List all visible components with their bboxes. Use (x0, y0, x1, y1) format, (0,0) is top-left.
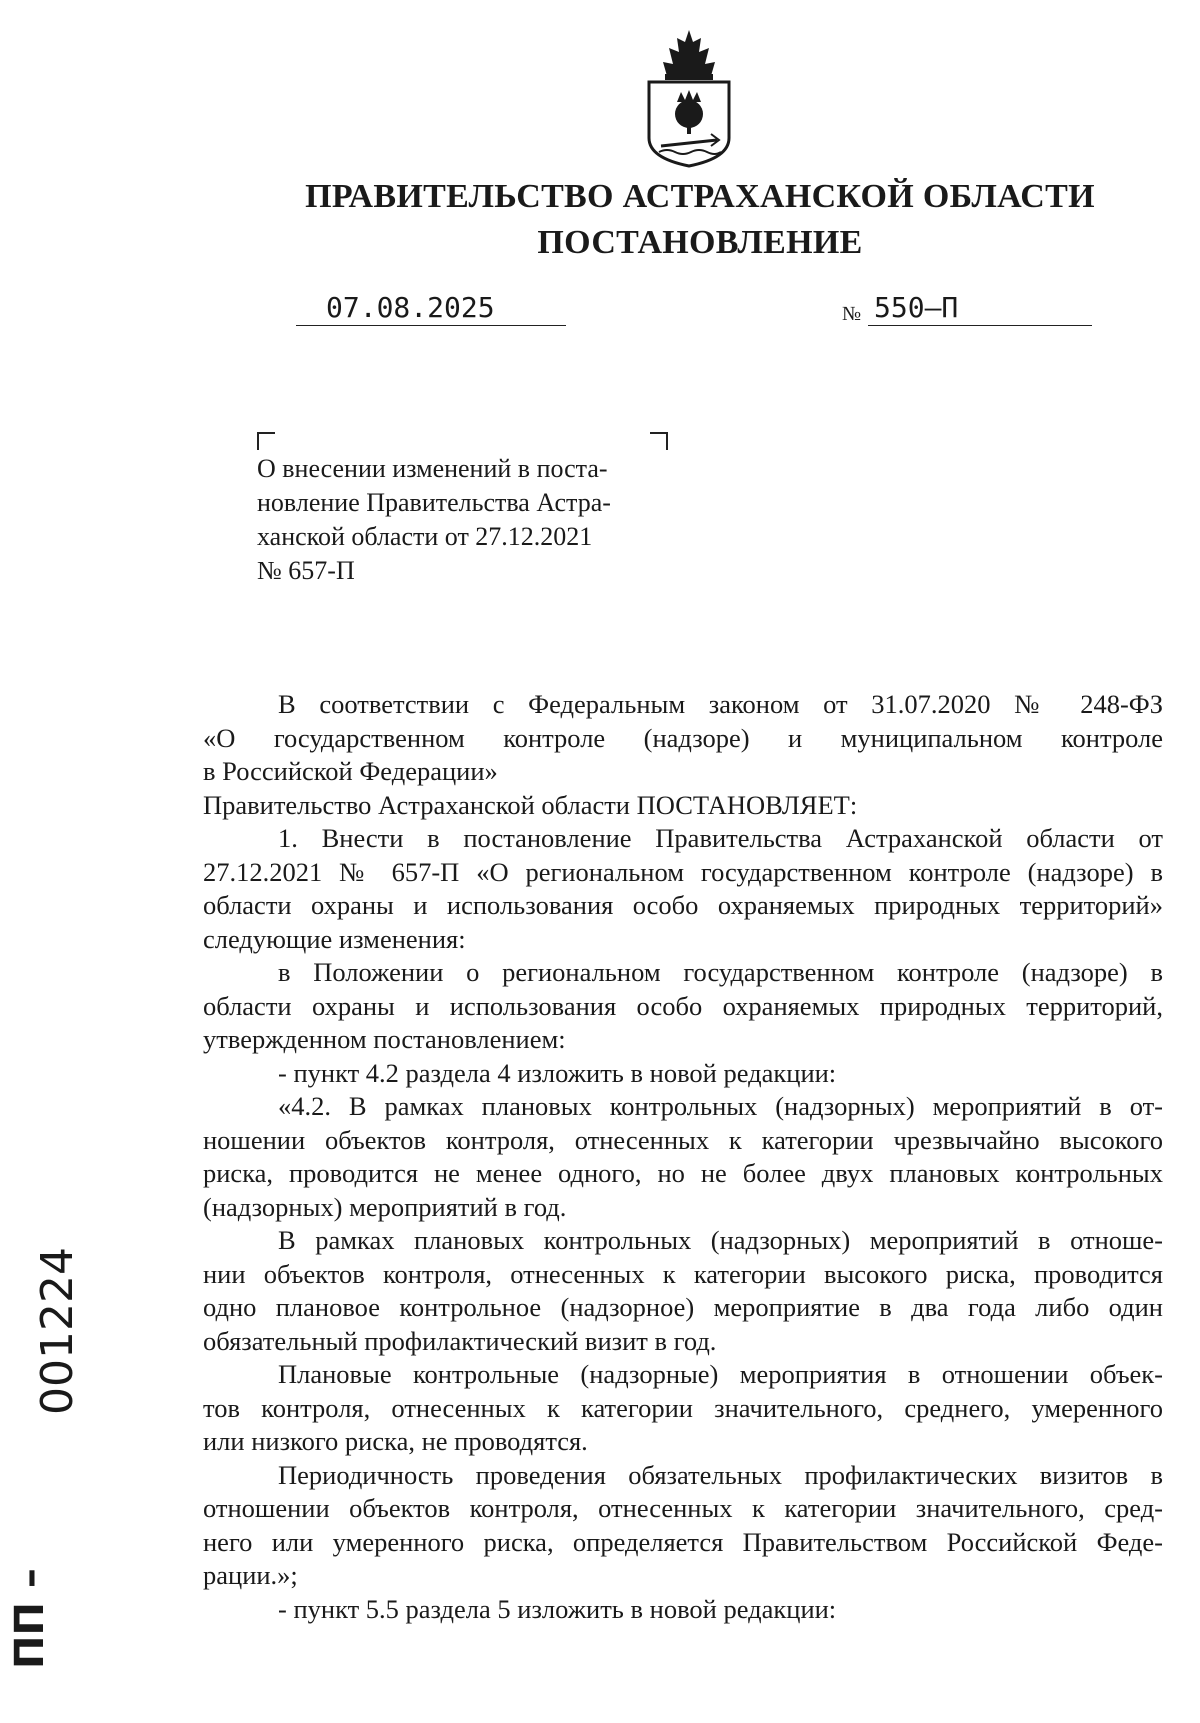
document-date: 07.08.2025 (296, 291, 566, 326)
body-line: - пункт 4.2 раздела 4 изложить в новой редакции: (278, 1057, 837, 1088)
body-line: Периодичность проведения обязательных профилактических визитов в (278, 1459, 1163, 1490)
subject-line: № 657-П (257, 556, 355, 585)
subject-line: О внесении изменений в поста- (257, 454, 608, 483)
body-line: Плановые контрольные (надзорные) мероприятия в отношении объек- (278, 1359, 1163, 1389)
body-line: следующие изменения: (203, 923, 466, 954)
subject-bracket-left (257, 432, 275, 450)
organization-name: ПРАВИТЕЛЬСТВО АСТРАХАНСКОЙ ОБЛАСТИ (305, 178, 1095, 215)
document-number: 550–П (868, 291, 1092, 326)
body-line: «4.2. В рамках плановых контрольных (надзорных) мероприятий в от- (278, 1091, 1163, 1121)
body-line: ношении объектов контроля, отнесенных к категории чрезвычайно высокого (203, 1124, 1163, 1155)
subject-line: новление Правительства Астра- (257, 488, 611, 517)
body-line: утвержденном постановлением: (203, 1024, 566, 1054)
body-line: или низкого риска, не проводятся. (203, 1426, 588, 1456)
body-line: обязательный профилактический визит в год. (203, 1325, 717, 1356)
body-line: рации.»; (203, 1560, 298, 1590)
body-line: области охраны и использования особо охраняемых природных территорий» (203, 890, 1163, 920)
coat-of-arms-icon (641, 28, 737, 168)
body-line: Правительство Астраханской области ПОСТАНОВЛЯЕТ: (203, 789, 858, 820)
number-label: № (842, 303, 862, 325)
document-header (0, 174, 1200, 266)
body-line: нии объектов контроля, отнесенных к категории высокого риска, проводится (203, 1258, 1163, 1289)
body-line: одно плановое контрольное (надзорное) мероприятие в два года либо один (203, 1292, 1163, 1322)
body-line: (надзорных) мероприятий в год. (203, 1191, 567, 1222)
body-line: отношении объектов контроля, отнесенных к категории значительного, сред- (203, 1493, 1163, 1523)
subject-line: ханской области от 27.12.2021 (257, 522, 593, 551)
body-line: в Положении о региональном государственном контроле (надзоре) в (278, 957, 1163, 987)
subject-bracket-right (650, 432, 668, 450)
body-line: области охраны и использования особо охраняемых природных территорий, (203, 990, 1163, 1021)
body-line: 1. Внести в постановление Правительства Астраханской области от (278, 823, 1163, 853)
body-line: тов контроля, отнесенных к категории значительного, среднего, умеренного (203, 1392, 1163, 1423)
margin-stamp-prefix: ПП – (7, 1568, 53, 1669)
document-body (203, 688, 1163, 1626)
body-line: «О государственном контроле (надзоре) и муниципальном контроле (203, 722, 1163, 753)
body-line: В рамках плановых контрольных (надзорных) мероприятий в отноше- (278, 1225, 1163, 1255)
body-line: него или умеренного риска, определяется Правительством Российской Феде- (203, 1526, 1163, 1557)
body-line: - пункт 5.5 раздела 5 изложить в новой редакции: (278, 1593, 837, 1624)
body-line: 27.12.2021 № 657-П «О региональном государственном контроле (надзоре) в (203, 856, 1163, 887)
document-subject (257, 452, 669, 588)
document-type: ПОСТАНОВЛЕНИЕ (537, 224, 863, 261)
body-line: В соответствии с Федеральным законом от 31.07.2020 № 248-ФЗ (278, 689, 1163, 719)
margin-stamp-code: 001224 (32, 1247, 83, 1415)
body-line: в Российской Федерации» (203, 756, 498, 786)
body-line: риска, проводится не менее одного, но не более двух плановых контрольных (203, 1158, 1163, 1188)
